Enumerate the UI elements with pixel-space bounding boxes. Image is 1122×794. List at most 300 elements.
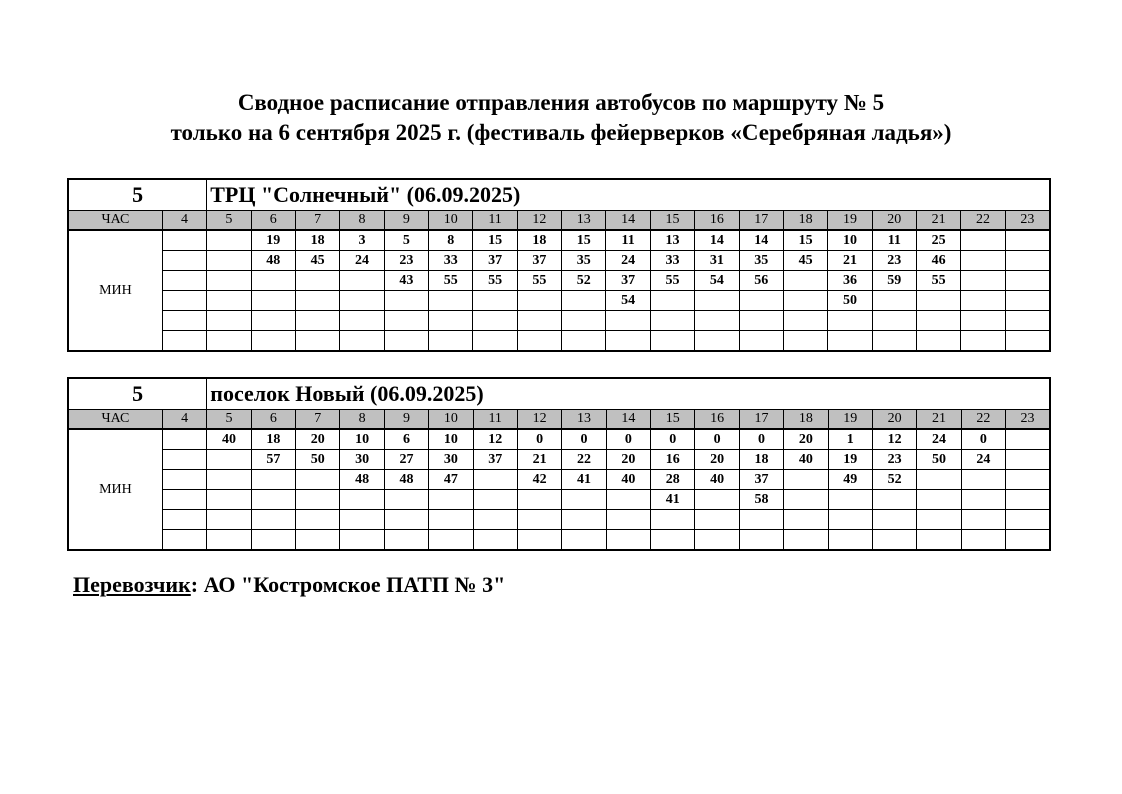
- minute-cell: [340, 311, 384, 331]
- hour-cell: 12: [517, 211, 561, 231]
- minute-cell: [429, 291, 473, 311]
- minute-cell: 25: [916, 230, 960, 251]
- minute-cell: [695, 311, 739, 331]
- minute-cell: [162, 450, 206, 470]
- minute-cell: 54: [695, 271, 739, 291]
- minute-cell: 23: [872, 251, 916, 271]
- minute-cell: [473, 331, 517, 352]
- minute-cell: [251, 311, 295, 331]
- minute-cell: [784, 470, 828, 490]
- minute-cell: 20: [606, 450, 650, 470]
- minute-cell: 5: [384, 230, 428, 251]
- minute-cell: 18: [739, 450, 783, 470]
- minute-cell: [1005, 311, 1050, 331]
- minute-cell: 18: [251, 429, 295, 450]
- minute-cell: 35: [739, 251, 783, 271]
- minute-cell: [695, 490, 739, 510]
- minute-cell: [739, 291, 783, 311]
- minute-label: МИН: [68, 429, 162, 550]
- hour-label: ЧАС: [68, 211, 162, 231]
- minute-cell: [517, 311, 561, 331]
- minute-cell: [384, 291, 428, 311]
- minute-cell: 24: [917, 429, 961, 450]
- minute-cell: [162, 291, 206, 311]
- minute-cell: [783, 311, 827, 331]
- hour-cell: 19: [828, 410, 872, 430]
- minute-cell: [251, 271, 295, 291]
- minute-cell: [783, 291, 827, 311]
- minute-cell: [340, 530, 384, 551]
- minute-cell: [784, 530, 828, 551]
- minute-cell: 48: [340, 470, 384, 490]
- minute-cell: [295, 271, 339, 291]
- minute-cell: [162, 510, 206, 530]
- minute-cell: 14: [739, 230, 783, 251]
- minute-cell: [207, 450, 251, 470]
- minute-cell: 37: [473, 450, 517, 470]
- minute-cell: [1006, 470, 1050, 490]
- minute-cell: 0: [739, 429, 783, 450]
- minute-label: МИН: [68, 230, 162, 351]
- hour-cell: 19: [828, 211, 872, 231]
- minute-row: [68, 490, 1050, 510]
- minute-cell: [961, 510, 1005, 530]
- hour-cell: 9: [384, 211, 428, 231]
- minute-cell: [207, 311, 251, 331]
- minute-cell: [296, 490, 340, 510]
- minute-cell: 0: [651, 429, 695, 450]
- minute-cell: 49: [828, 470, 872, 490]
- hour-cell: 17: [739, 211, 783, 231]
- minute-cell: 40: [606, 470, 650, 490]
- minute-cell: 52: [562, 271, 606, 291]
- hour-cell: 6: [251, 410, 295, 430]
- minute-cell: [296, 530, 340, 551]
- minute-cell: 10: [828, 230, 872, 251]
- minute-cell: [650, 291, 694, 311]
- minute-cell: [207, 230, 251, 251]
- minute-cell: [739, 311, 783, 331]
- minute-cell: [961, 251, 1005, 271]
- minute-cell: [650, 331, 694, 352]
- minute-cell: 45: [295, 251, 339, 271]
- minute-cell: 58: [739, 490, 783, 510]
- minute-cell: [651, 530, 695, 551]
- minute-cell: [872, 331, 916, 352]
- minute-cell: [872, 311, 916, 331]
- stop-name: поселок Новый (06.09.2025): [207, 378, 1050, 410]
- hour-cell: 7: [296, 410, 340, 430]
- minute-cell: [340, 271, 384, 291]
- hour-label: ЧАС: [68, 410, 162, 430]
- minute-cell: [739, 510, 783, 530]
- minute-cell: [784, 490, 828, 510]
- minute-cell: 0: [606, 429, 650, 450]
- hour-cell: 12: [517, 410, 561, 430]
- minute-cell: [517, 530, 561, 551]
- minute-cell: 55: [916, 271, 960, 291]
- carrier-name: АО "Костромское ПАТП № 3": [198, 572, 506, 597]
- minute-cell: [784, 510, 828, 530]
- minute-cell: 42: [517, 470, 561, 490]
- hour-cell: 9: [384, 410, 428, 430]
- minute-cell: [695, 331, 739, 352]
- minute-cell: [872, 510, 916, 530]
- minute-cell: [517, 331, 561, 352]
- minute-cell: [1006, 490, 1050, 510]
- minute-row: [68, 470, 1050, 490]
- minute-cell: [207, 510, 251, 530]
- hour-cell: 15: [651, 410, 695, 430]
- minute-cell: 33: [650, 251, 694, 271]
- hour-cell: 8: [340, 410, 384, 430]
- minute-cell: 1: [828, 429, 872, 450]
- minute-cell: 52: [872, 470, 916, 490]
- minute-cell: 15: [562, 230, 606, 251]
- hour-cell: 16: [695, 410, 739, 430]
- minute-cell: 41: [562, 470, 606, 490]
- hour-cell: 14: [606, 410, 650, 430]
- hour-cell: 15: [650, 211, 694, 231]
- minute-cell: 37: [473, 251, 517, 271]
- minute-cell: 28: [651, 470, 695, 490]
- minute-cell: [207, 251, 251, 271]
- minute-cell: 21: [517, 450, 561, 470]
- hour-cell: 6: [251, 211, 295, 231]
- minute-cell: 0: [695, 429, 739, 450]
- title-line-2: только на 6 сентября 2025 г. (фестиваль фейерверков «Серебряная ладья»): [170, 120, 952, 145]
- minute-cell: [606, 530, 650, 551]
- hour-cell: 23: [1005, 211, 1050, 231]
- minute-cell: 18: [517, 230, 561, 251]
- minute-cell: 55: [473, 271, 517, 291]
- minute-cell: 12: [473, 429, 517, 450]
- minute-cell: [429, 311, 473, 331]
- minute-cell: [384, 311, 428, 331]
- minute-cell: 41: [651, 490, 695, 510]
- minute-cell: [473, 311, 517, 331]
- minute-cell: 50: [917, 450, 961, 470]
- minute-cell: [251, 331, 295, 352]
- hour-cell: 20: [872, 410, 916, 430]
- minute-cell: [917, 470, 961, 490]
- minute-cell: [340, 291, 384, 311]
- minute-cell: [695, 530, 739, 551]
- minute-row: [68, 311, 1050, 331]
- minute-cell: [295, 331, 339, 352]
- minute-cell: [473, 510, 517, 530]
- minute-cell: [695, 291, 739, 311]
- minute-cell: 15: [783, 230, 827, 251]
- hour-cell: 5: [207, 211, 251, 231]
- minute-cell: [562, 510, 606, 530]
- minute-cell: [606, 510, 650, 530]
- hour-cell: 16: [695, 211, 739, 231]
- carrier-info: [73, 572, 505, 598]
- minute-cell: 46: [916, 251, 960, 271]
- minute-cell: [961, 331, 1005, 352]
- minute-cell: 23: [384, 251, 428, 271]
- minute-cell: [1005, 230, 1050, 251]
- hour-cell: 10: [429, 211, 473, 231]
- minute-cell: [162, 271, 206, 291]
- minute-cell: [916, 291, 960, 311]
- hour-cell: 11: [473, 410, 517, 430]
- hour-cell: 17: [739, 410, 783, 430]
- minute-cell: [1005, 331, 1050, 352]
- minute-cell: [473, 291, 517, 311]
- route-number: 5: [68, 179, 207, 211]
- minute-cell: [162, 490, 206, 510]
- hour-cell: 21: [917, 410, 961, 430]
- minute-cell: 47: [429, 470, 473, 490]
- minute-cell: 59: [872, 271, 916, 291]
- minute-cell: 14: [695, 230, 739, 251]
- minute-cell: 40: [207, 429, 251, 450]
- minute-cell: [296, 470, 340, 490]
- minute-cell: [251, 490, 295, 510]
- minute-cell: [207, 490, 251, 510]
- minute-row: [68, 331, 1050, 352]
- minute-cell: [207, 271, 251, 291]
- minute-cell: 6: [384, 429, 428, 450]
- minute-cell: [251, 530, 295, 551]
- minute-cell: [961, 490, 1005, 510]
- minute-cell: [917, 510, 961, 530]
- minute-cell: [295, 291, 339, 311]
- minute-cell: 35: [562, 251, 606, 271]
- minute-cell: [739, 331, 783, 352]
- minute-cell: 20: [784, 429, 828, 450]
- minute-cell: [207, 470, 251, 490]
- minute-cell: [1006, 429, 1050, 450]
- minute-cell: 55: [429, 271, 473, 291]
- minute-cell: [295, 311, 339, 331]
- minute-cell: 55: [650, 271, 694, 291]
- minute-cell: [695, 510, 739, 530]
- minute-cell: [251, 510, 295, 530]
- minute-row: [68, 510, 1050, 530]
- minute-cell: [384, 331, 428, 352]
- minute-cell: 24: [961, 450, 1005, 470]
- minute-cell: 50: [296, 450, 340, 470]
- minute-cell: 27: [384, 450, 428, 470]
- minute-cell: [251, 470, 295, 490]
- minute-cell: 48: [384, 470, 428, 490]
- minute-cell: 20: [296, 429, 340, 450]
- minute-cell: [783, 331, 827, 352]
- hour-cell: 21: [916, 211, 960, 231]
- minute-cell: [251, 291, 295, 311]
- minute-cell: [162, 429, 206, 450]
- minute-cell: [162, 530, 206, 551]
- minute-cell: 10: [340, 429, 384, 450]
- minute-cell: 30: [340, 450, 384, 470]
- minute-cell: 37: [517, 251, 561, 271]
- minute-cell: 54: [606, 291, 650, 311]
- minute-cell: [207, 291, 251, 311]
- minute-cell: 24: [606, 251, 650, 271]
- minute-cell: [384, 510, 428, 530]
- hour-cell: 18: [783, 211, 827, 231]
- minute-cell: 37: [739, 470, 783, 490]
- minute-cell: 45: [783, 251, 827, 271]
- minute-cell: [207, 331, 251, 352]
- minute-cell: [162, 251, 206, 271]
- hour-cell: 22: [961, 410, 1005, 430]
- minute-cell: [517, 291, 561, 311]
- minute-cell: 40: [784, 450, 828, 470]
- minute-cell: [606, 331, 650, 352]
- minute-cell: [1005, 291, 1050, 311]
- minute-cell: [517, 490, 561, 510]
- hour-cell: 20: [872, 211, 916, 231]
- minute-cell: [162, 331, 206, 352]
- minute-cell: [1006, 530, 1050, 551]
- minute-cell: [828, 331, 872, 352]
- minute-cell: 21: [828, 251, 872, 271]
- minute-cell: [162, 230, 206, 251]
- minute-row: [68, 271, 1050, 291]
- minute-cell: [1005, 251, 1050, 271]
- minute-cell: [473, 490, 517, 510]
- minute-cell: [340, 510, 384, 530]
- minute-row: [68, 429, 1050, 450]
- hour-cell: 7: [295, 211, 339, 231]
- minute-cell: [429, 490, 473, 510]
- minute-row: [68, 450, 1050, 470]
- carrier-label: Перевозчик: [73, 572, 191, 597]
- minute-cell: 56: [739, 271, 783, 291]
- hour-cell: 10: [429, 410, 473, 430]
- minute-cell: [562, 311, 606, 331]
- minute-cell: 22: [562, 450, 606, 470]
- stop-name: ТРЦ "Солнечный" (06.09.2025): [207, 179, 1050, 211]
- route-number: 5: [68, 378, 207, 410]
- minute-cell: 0: [562, 429, 606, 450]
- minute-cell: [562, 530, 606, 551]
- minute-cell: [916, 311, 960, 331]
- minute-cell: [562, 490, 606, 510]
- minute-cell: [562, 291, 606, 311]
- minute-cell: 11: [606, 230, 650, 251]
- minute-cell: [828, 311, 872, 331]
- hour-cell: 4: [162, 211, 206, 231]
- minute-cell: 23: [872, 450, 916, 470]
- minute-cell: [961, 230, 1005, 251]
- minute-cell: [961, 530, 1005, 551]
- minute-cell: [651, 510, 695, 530]
- minute-row: [68, 230, 1050, 251]
- minute-cell: 8: [429, 230, 473, 251]
- minute-cell: [961, 311, 1005, 331]
- schedule-table-1: [67, 178, 1051, 352]
- minute-cell: 19: [828, 450, 872, 470]
- minute-cell: [828, 490, 872, 510]
- carrier-separator: :: [190, 572, 199, 597]
- minute-cell: 40: [695, 470, 739, 490]
- hour-cell: 5: [207, 410, 251, 430]
- minute-cell: [384, 490, 428, 510]
- minute-cell: 50: [828, 291, 872, 311]
- minute-cell: [517, 510, 561, 530]
- minute-cell: [917, 490, 961, 510]
- minute-cell: 31: [695, 251, 739, 271]
- minute-cell: [429, 530, 473, 551]
- minute-cell: 33: [429, 251, 473, 271]
- minute-cell: 3: [340, 230, 384, 251]
- minute-cell: [606, 490, 650, 510]
- minute-cell: 43: [384, 271, 428, 291]
- minute-cell: [872, 530, 916, 551]
- minute-cell: 11: [872, 230, 916, 251]
- hour-cell: 4: [162, 410, 206, 430]
- minute-cell: [207, 530, 251, 551]
- minute-cell: [162, 470, 206, 490]
- minute-cell: [162, 311, 206, 331]
- minute-cell: [872, 291, 916, 311]
- minute-cell: 20: [695, 450, 739, 470]
- hour-cell: 18: [784, 410, 828, 430]
- minute-row: [68, 251, 1050, 271]
- minute-cell: 55: [517, 271, 561, 291]
- minute-cell: [296, 510, 340, 530]
- minute-cell: 12: [872, 429, 916, 450]
- minute-cell: [1006, 510, 1050, 530]
- minute-cell: 18: [295, 230, 339, 251]
- minute-cell: [1006, 450, 1050, 470]
- minute-cell: [916, 331, 960, 352]
- minute-cell: 0: [517, 429, 561, 450]
- minute-cell: [650, 311, 694, 331]
- minute-cell: [917, 530, 961, 551]
- minute-cell: [473, 530, 517, 551]
- hour-cell: 23: [1006, 410, 1050, 430]
- minute-cell: [872, 490, 916, 510]
- page-title: [0, 88, 1122, 148]
- minute-cell: [473, 470, 517, 490]
- minute-cell: 24: [340, 251, 384, 271]
- minute-cell: 19: [251, 230, 295, 251]
- minute-cell: [961, 271, 1005, 291]
- minute-cell: 0: [961, 429, 1005, 450]
- minute-cell: [429, 331, 473, 352]
- minute-cell: [606, 311, 650, 331]
- minute-row: [68, 291, 1050, 311]
- minute-cell: [1005, 271, 1050, 291]
- minute-cell: 30: [429, 450, 473, 470]
- minute-cell: 57: [251, 450, 295, 470]
- title-line-1: Сводное расписание отправления автобусов по маршруту № 5: [237, 90, 885, 115]
- hour-cell: 22: [961, 211, 1005, 231]
- minute-cell: 37: [606, 271, 650, 291]
- minute-cell: 15: [473, 230, 517, 251]
- minute-row: [68, 530, 1050, 551]
- minute-cell: [828, 530, 872, 551]
- minute-cell: 16: [651, 450, 695, 470]
- schedule-table-2: [67, 377, 1051, 551]
- minute-cell: [340, 490, 384, 510]
- minute-cell: [340, 331, 384, 352]
- minute-cell: [961, 291, 1005, 311]
- minute-cell: [562, 331, 606, 352]
- minute-cell: [739, 530, 783, 551]
- minute-cell: [828, 510, 872, 530]
- hour-cell: 13: [562, 211, 606, 231]
- hour-cell: 11: [473, 211, 517, 231]
- hour-cell: 14: [606, 211, 650, 231]
- minute-cell: 13: [650, 230, 694, 251]
